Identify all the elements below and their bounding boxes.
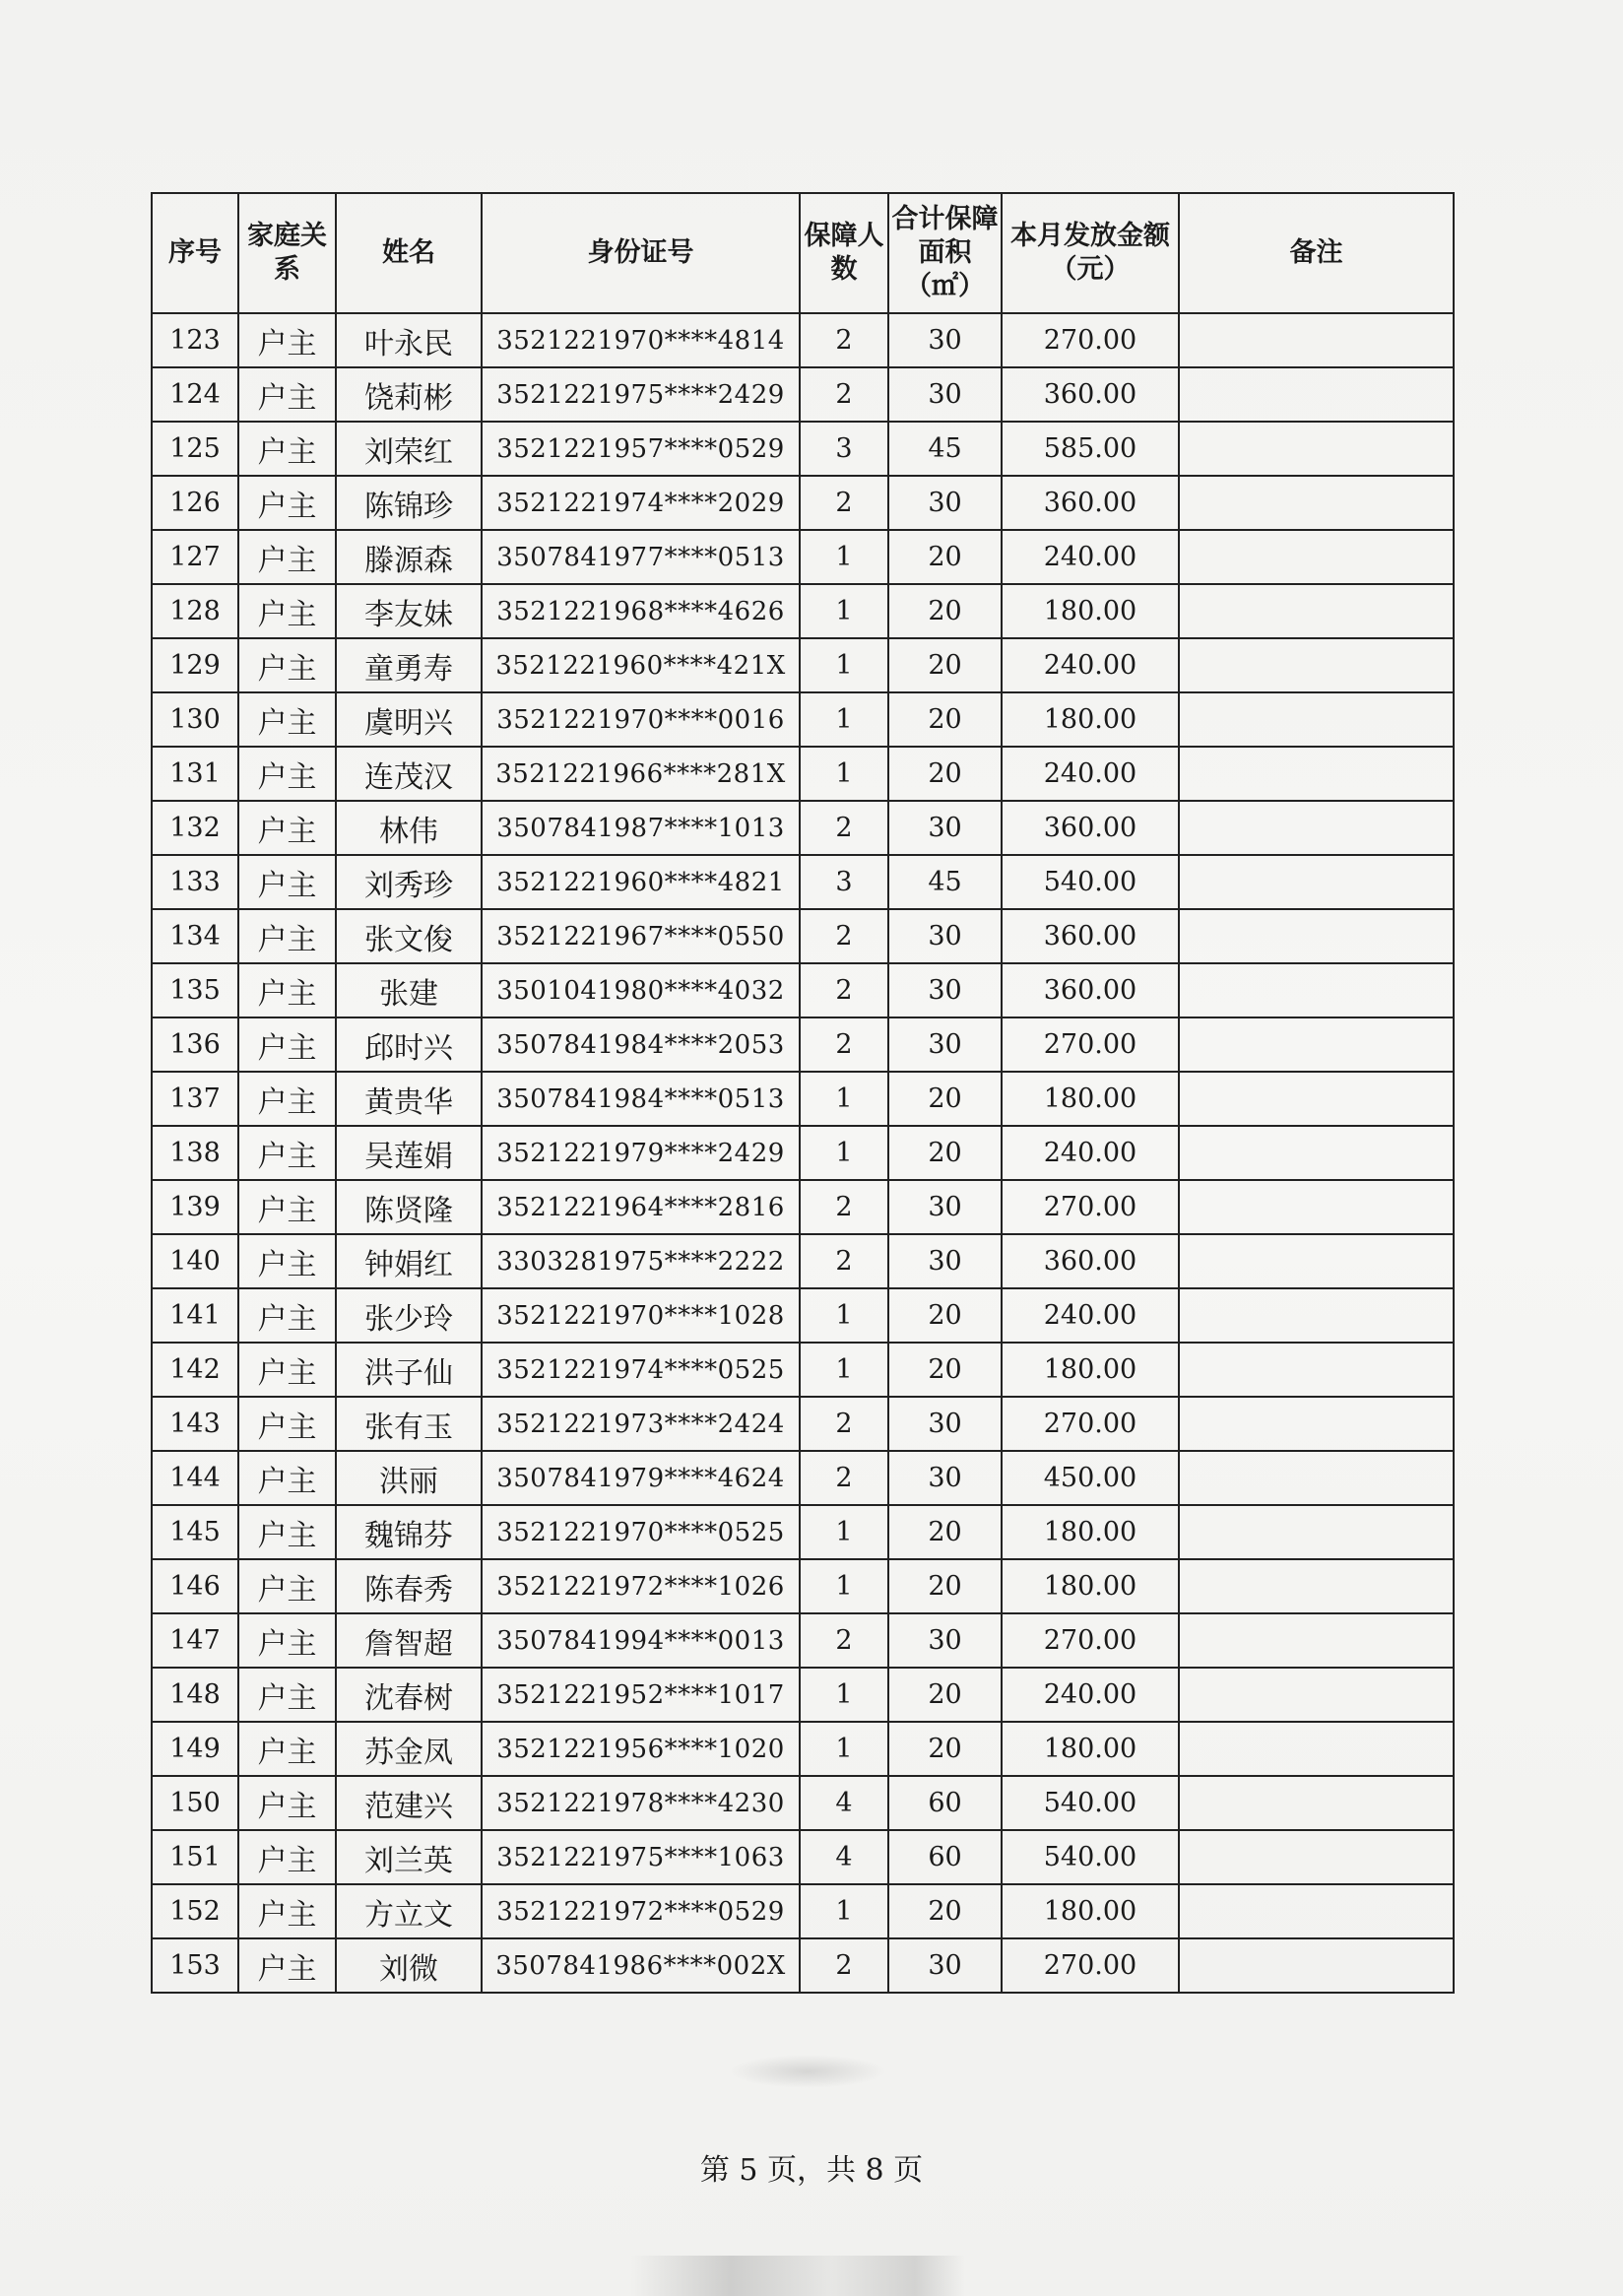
cell-persons: 2 bbox=[800, 909, 888, 963]
cell-seq: 153 bbox=[152, 1938, 238, 1993]
cell-remarks bbox=[1179, 584, 1454, 638]
cell-area: 20 bbox=[888, 584, 1002, 638]
cell-amount: 540.00 bbox=[1002, 1830, 1179, 1884]
cell-name: 滕源森 bbox=[336, 530, 482, 584]
cell-remarks bbox=[1179, 1722, 1454, 1776]
cell-area: 20 bbox=[888, 1126, 1002, 1180]
cell-id-number: 3521221972****0529 bbox=[482, 1884, 800, 1938]
cell-persons: 1 bbox=[800, 692, 888, 747]
cell-amount: 240.00 bbox=[1002, 638, 1179, 692]
cell-id-number: 3521221964****2816 bbox=[482, 1180, 800, 1234]
cell-seq: 141 bbox=[152, 1288, 238, 1343]
cell-amount: 180.00 bbox=[1002, 1722, 1179, 1776]
cell-area: 20 bbox=[888, 1884, 1002, 1938]
cell-persons: 2 bbox=[800, 476, 888, 530]
cell-relation: 户主 bbox=[238, 313, 336, 367]
cell-relation: 户主 bbox=[238, 584, 336, 638]
cell-persons: 2 bbox=[800, 1938, 888, 1993]
cell-remarks bbox=[1179, 638, 1454, 692]
cell-area: 20 bbox=[888, 1505, 1002, 1559]
cell-amount: 180.00 bbox=[1002, 1343, 1179, 1397]
cell-amount: 360.00 bbox=[1002, 909, 1179, 963]
cell-persons: 3 bbox=[800, 855, 888, 909]
cell-amount: 360.00 bbox=[1002, 801, 1179, 855]
cell-name: 邱时兴 bbox=[336, 1017, 482, 1072]
cell-persons: 1 bbox=[800, 1072, 888, 1126]
cell-amount: 180.00 bbox=[1002, 584, 1179, 638]
cell-seq: 148 bbox=[152, 1668, 238, 1722]
page-number: 第 5 页，共 8 页 bbox=[699, 2153, 924, 2188]
cell-persons: 1 bbox=[800, 584, 888, 638]
cell-amount: 360.00 bbox=[1002, 963, 1179, 1017]
cell-relation: 户主 bbox=[238, 1397, 336, 1451]
table-row bbox=[152, 530, 1454, 584]
cell-area: 60 bbox=[888, 1830, 1002, 1884]
table-row bbox=[152, 1722, 1454, 1776]
cell-id-number: 3521221960****421X bbox=[482, 638, 800, 692]
cell-amount: 360.00 bbox=[1002, 367, 1179, 422]
cell-name: 连茂汉 bbox=[336, 747, 482, 801]
cell-amount: 240.00 bbox=[1002, 1288, 1179, 1343]
cell-seq: 132 bbox=[152, 801, 238, 855]
cell-persons: 2 bbox=[800, 1180, 888, 1234]
table-row bbox=[152, 422, 1454, 476]
cell-area: 30 bbox=[888, 801, 1002, 855]
cell-area: 20 bbox=[888, 692, 1002, 747]
cell-remarks bbox=[1179, 1613, 1454, 1668]
cell-remarks bbox=[1179, 855, 1454, 909]
cell-persons: 1 bbox=[800, 1884, 888, 1938]
table-row bbox=[152, 638, 1454, 692]
cell-seq: 137 bbox=[152, 1072, 238, 1126]
cell-relation: 户主 bbox=[238, 855, 336, 909]
table-row bbox=[152, 367, 1454, 422]
cell-relation: 户主 bbox=[238, 1072, 336, 1126]
cell-name: 詹智超 bbox=[336, 1613, 482, 1668]
cell-name: 沈春树 bbox=[336, 1668, 482, 1722]
cell-relation: 户主 bbox=[238, 1613, 336, 1668]
table-row bbox=[152, 747, 1454, 801]
table-row bbox=[152, 1180, 1454, 1234]
cell-relation: 户主 bbox=[238, 1180, 336, 1234]
cell-amount: 240.00 bbox=[1002, 530, 1179, 584]
cell-remarks bbox=[1179, 1234, 1454, 1288]
cell-area: 45 bbox=[888, 422, 1002, 476]
cell-amount: 360.00 bbox=[1002, 476, 1179, 530]
cell-name: 陈贤隆 bbox=[336, 1180, 482, 1234]
cell-amount: 360.00 bbox=[1002, 1234, 1179, 1288]
cell-relation: 户主 bbox=[238, 1776, 336, 1830]
table-row bbox=[152, 1505, 1454, 1559]
cell-remarks bbox=[1179, 1776, 1454, 1830]
cell-area: 30 bbox=[888, 476, 1002, 530]
cell-relation: 户主 bbox=[238, 909, 336, 963]
cell-area: 30 bbox=[888, 1451, 1002, 1505]
cell-seq: 150 bbox=[152, 1776, 238, 1830]
cell-name: 张少玲 bbox=[336, 1288, 482, 1343]
table-row bbox=[152, 1830, 1454, 1884]
table-row bbox=[152, 909, 1454, 963]
cell-id-number: 3507841977****0513 bbox=[482, 530, 800, 584]
cell-seq: 151 bbox=[152, 1830, 238, 1884]
cell-name: 叶永民 bbox=[336, 313, 482, 367]
cell-remarks bbox=[1179, 1072, 1454, 1126]
cell-seq: 144 bbox=[152, 1451, 238, 1505]
cell-area: 20 bbox=[888, 1288, 1002, 1343]
cell-relation: 户主 bbox=[238, 1017, 336, 1072]
table-row bbox=[152, 584, 1454, 638]
cell-remarks bbox=[1179, 422, 1454, 476]
cell-persons: 1 bbox=[800, 1288, 888, 1343]
cell-area: 30 bbox=[888, 909, 1002, 963]
cell-id-number: 3521221975****1063 bbox=[482, 1830, 800, 1884]
cell-amount: 270.00 bbox=[1002, 1180, 1179, 1234]
cell-relation: 户主 bbox=[238, 638, 336, 692]
table-row bbox=[152, 1288, 1454, 1343]
cell-amount: 180.00 bbox=[1002, 692, 1179, 747]
scan-edge-marks bbox=[630, 2256, 965, 2296]
cell-name: 童勇寿 bbox=[336, 638, 482, 692]
header-name: 姓名 bbox=[336, 193, 482, 313]
cell-area: 30 bbox=[888, 1938, 1002, 1993]
cell-seq: 142 bbox=[152, 1343, 238, 1397]
cell-amount: 270.00 bbox=[1002, 1938, 1179, 1993]
cell-persons: 1 bbox=[800, 1126, 888, 1180]
cell-seq: 126 bbox=[152, 476, 238, 530]
cell-name: 洪丽 bbox=[336, 1451, 482, 1505]
table-row bbox=[152, 1126, 1454, 1180]
cell-persons: 2 bbox=[800, 963, 888, 1017]
cell-relation: 户主 bbox=[238, 963, 336, 1017]
cell-name: 李友妹 bbox=[336, 584, 482, 638]
cell-id-number: 3521221973****2424 bbox=[482, 1397, 800, 1451]
table-row bbox=[152, 1559, 1454, 1613]
cell-persons: 4 bbox=[800, 1776, 888, 1830]
cell-id-number: 3521221957****0529 bbox=[482, 422, 800, 476]
header-id-number: 身份证号 bbox=[482, 193, 800, 313]
cell-relation: 户主 bbox=[238, 747, 336, 801]
cell-area: 30 bbox=[888, 367, 1002, 422]
cell-area: 20 bbox=[888, 1722, 1002, 1776]
table-row bbox=[152, 1668, 1454, 1722]
cell-persons: 3 bbox=[800, 422, 888, 476]
cell-persons: 2 bbox=[800, 1017, 888, 1072]
cell-remarks bbox=[1179, 1938, 1454, 1993]
cell-persons: 2 bbox=[800, 1613, 888, 1668]
table-row bbox=[152, 1072, 1454, 1126]
cell-name: 林伟 bbox=[336, 801, 482, 855]
cell-name: 方立文 bbox=[336, 1884, 482, 1938]
cell-name: 陈锦珍 bbox=[336, 476, 482, 530]
cell-id-number: 3507841984****0513 bbox=[482, 1072, 800, 1126]
cell-amount: 180.00 bbox=[1002, 1884, 1179, 1938]
cell-seq: 147 bbox=[152, 1613, 238, 1668]
cell-relation: 户主 bbox=[238, 1830, 336, 1884]
cell-remarks bbox=[1179, 476, 1454, 530]
cell-amount: 270.00 bbox=[1002, 1017, 1179, 1072]
cell-seq: 133 bbox=[152, 855, 238, 909]
cell-area: 30 bbox=[888, 1017, 1002, 1072]
table-row bbox=[152, 855, 1454, 909]
table-row bbox=[152, 476, 1454, 530]
cell-persons: 1 bbox=[800, 1505, 888, 1559]
cell-relation: 户主 bbox=[238, 530, 336, 584]
table-row bbox=[152, 1613, 1454, 1668]
cell-area: 30 bbox=[888, 963, 1002, 1017]
cell-name: 张文俊 bbox=[336, 909, 482, 963]
cell-name: 吴莲娟 bbox=[336, 1126, 482, 1180]
cell-area: 20 bbox=[888, 1343, 1002, 1397]
table-row bbox=[152, 801, 1454, 855]
table-body bbox=[152, 313, 1454, 1993]
table-row bbox=[152, 1884, 1454, 1938]
cell-name: 刘荣红 bbox=[336, 422, 482, 476]
cell-id-number: 3521221970****0016 bbox=[482, 692, 800, 747]
cell-seq: 146 bbox=[152, 1559, 238, 1613]
cell-area: 30 bbox=[888, 1613, 1002, 1668]
cell-remarks bbox=[1179, 963, 1454, 1017]
cell-persons: 2 bbox=[800, 1451, 888, 1505]
cell-name: 魏锦芬 bbox=[336, 1505, 482, 1559]
cell-seq: 135 bbox=[152, 963, 238, 1017]
cell-remarks bbox=[1179, 1505, 1454, 1559]
cell-seq: 131 bbox=[152, 747, 238, 801]
cell-persons: 2 bbox=[800, 367, 888, 422]
cell-seq: 152 bbox=[152, 1884, 238, 1938]
cell-id-number: 3501041980****4032 bbox=[482, 963, 800, 1017]
cell-id-number: 3507841987****1013 bbox=[482, 801, 800, 855]
cell-name: 张建 bbox=[336, 963, 482, 1017]
cell-id-number: 3521221966****281X bbox=[482, 747, 800, 801]
subsidy-roster-table bbox=[151, 192, 1455, 1994]
cell-id-number: 3521221974****0525 bbox=[482, 1343, 800, 1397]
cell-relation: 户主 bbox=[238, 1505, 336, 1559]
cell-id-number: 3507841984****2053 bbox=[482, 1017, 800, 1072]
table-row bbox=[152, 1234, 1454, 1288]
cell-id-number: 3507841994****0013 bbox=[482, 1613, 800, 1668]
cell-area: 30 bbox=[888, 1180, 1002, 1234]
cell-area: 60 bbox=[888, 1776, 1002, 1830]
table-row bbox=[152, 1938, 1454, 1993]
cell-name: 饶莉彬 bbox=[336, 367, 482, 422]
cell-persons: 2 bbox=[800, 1234, 888, 1288]
cell-remarks bbox=[1179, 1288, 1454, 1343]
cell-relation: 户主 bbox=[238, 476, 336, 530]
cell-area: 30 bbox=[888, 1397, 1002, 1451]
cell-id-number: 3521221960****4821 bbox=[482, 855, 800, 909]
cell-area: 20 bbox=[888, 747, 1002, 801]
cell-amount: 180.00 bbox=[1002, 1505, 1179, 1559]
cell-relation: 户主 bbox=[238, 1451, 336, 1505]
cell-amount: 270.00 bbox=[1002, 1397, 1179, 1451]
cell-name: 黄贵华 bbox=[336, 1072, 482, 1126]
cell-persons: 1 bbox=[800, 747, 888, 801]
cell-relation: 户主 bbox=[238, 1126, 336, 1180]
cell-id-number: 3521221970****1028 bbox=[482, 1288, 800, 1343]
cell-remarks bbox=[1179, 747, 1454, 801]
cell-name: 虞明兴 bbox=[336, 692, 482, 747]
cell-relation: 户主 bbox=[238, 1884, 336, 1938]
cell-seq: 143 bbox=[152, 1397, 238, 1451]
cell-remarks bbox=[1179, 692, 1454, 747]
cell-amount: 585.00 bbox=[1002, 422, 1179, 476]
cell-id-number: 3521221974****2029 bbox=[482, 476, 800, 530]
cell-remarks bbox=[1179, 530, 1454, 584]
cell-id-number: 3521221972****1026 bbox=[482, 1559, 800, 1613]
cell-persons: 4 bbox=[800, 1830, 888, 1884]
cell-remarks bbox=[1179, 1126, 1454, 1180]
cell-id-number: 3521221967****0550 bbox=[482, 909, 800, 963]
cell-remarks bbox=[1179, 909, 1454, 963]
cell-persons: 1 bbox=[800, 1668, 888, 1722]
header-persons: 保障人数 bbox=[800, 193, 888, 313]
cell-name: 陈春秀 bbox=[336, 1559, 482, 1613]
cell-relation: 户主 bbox=[238, 367, 336, 422]
header-relation: 家庭关系 bbox=[238, 193, 336, 313]
cell-seq: 145 bbox=[152, 1505, 238, 1559]
cell-seq: 130 bbox=[152, 692, 238, 747]
table-row bbox=[152, 1343, 1454, 1397]
table-row bbox=[152, 313, 1454, 367]
cell-relation: 户主 bbox=[238, 1938, 336, 1993]
cell-remarks bbox=[1179, 1017, 1454, 1072]
cell-persons: 1 bbox=[800, 638, 888, 692]
cell-id-number: 3507841979****4624 bbox=[482, 1451, 800, 1505]
cell-remarks bbox=[1179, 1451, 1454, 1505]
cell-relation: 户主 bbox=[238, 1288, 336, 1343]
scan-smudge bbox=[729, 2055, 886, 2088]
cell-area: 20 bbox=[888, 1668, 1002, 1722]
table-row bbox=[152, 1397, 1454, 1451]
cell-name: 洪子仙 bbox=[336, 1343, 482, 1397]
cell-seq: 136 bbox=[152, 1017, 238, 1072]
cell-relation: 户主 bbox=[238, 1722, 336, 1776]
cell-persons: 2 bbox=[800, 313, 888, 367]
cell-id-number: 3521221970****0525 bbox=[482, 1505, 800, 1559]
cell-name: 苏金凤 bbox=[336, 1722, 482, 1776]
cell-relation: 户主 bbox=[238, 1668, 336, 1722]
cell-id-number: 3507841986****002X bbox=[482, 1938, 800, 1993]
table-row bbox=[152, 1017, 1454, 1072]
cell-persons: 2 bbox=[800, 1397, 888, 1451]
cell-seq: 124 bbox=[152, 367, 238, 422]
cell-relation: 户主 bbox=[238, 692, 336, 747]
cell-seq: 128 bbox=[152, 584, 238, 638]
cell-persons: 1 bbox=[800, 530, 888, 584]
cell-id-number: 3521221975****2429 bbox=[482, 367, 800, 422]
cell-name: 钟娟红 bbox=[336, 1234, 482, 1288]
cell-name: 张有玉 bbox=[336, 1397, 482, 1451]
cell-relation: 户主 bbox=[238, 801, 336, 855]
cell-persons: 2 bbox=[800, 801, 888, 855]
cell-remarks bbox=[1179, 1559, 1454, 1613]
cell-seq: 123 bbox=[152, 313, 238, 367]
cell-name: 刘兰英 bbox=[336, 1830, 482, 1884]
cell-amount: 270.00 bbox=[1002, 313, 1179, 367]
table-row bbox=[152, 692, 1454, 747]
cell-id-number: 3521221968****4626 bbox=[482, 584, 800, 638]
cell-seq: 140 bbox=[152, 1234, 238, 1288]
cell-remarks bbox=[1179, 1397, 1454, 1451]
cell-area: 20 bbox=[888, 1559, 1002, 1613]
cell-amount: 540.00 bbox=[1002, 1776, 1179, 1830]
cell-area: 30 bbox=[888, 313, 1002, 367]
cell-seq: 149 bbox=[152, 1722, 238, 1776]
table-row bbox=[152, 1451, 1454, 1505]
cell-area: 20 bbox=[888, 638, 1002, 692]
header-area: 合计保障面积（㎡） bbox=[888, 193, 1002, 313]
cell-id-number: 3521221952****1017 bbox=[482, 1668, 800, 1722]
header-amount: 本月发放金额（元） bbox=[1002, 193, 1179, 313]
cell-remarks bbox=[1179, 367, 1454, 422]
table-row bbox=[152, 963, 1454, 1017]
cell-amount: 240.00 bbox=[1002, 1668, 1179, 1722]
cell-id-number: 3521221978****4230 bbox=[482, 1776, 800, 1830]
cell-amount: 240.00 bbox=[1002, 747, 1179, 801]
cell-remarks bbox=[1179, 1884, 1454, 1938]
cell-seq: 134 bbox=[152, 909, 238, 963]
cell-area: 45 bbox=[888, 855, 1002, 909]
cell-amount: 180.00 bbox=[1002, 1072, 1179, 1126]
cell-id-number: 3303281975****2222 bbox=[482, 1234, 800, 1288]
header-seq: 序号 bbox=[152, 193, 238, 313]
cell-remarks bbox=[1179, 1343, 1454, 1397]
cell-relation: 户主 bbox=[238, 1559, 336, 1613]
cell-area: 20 bbox=[888, 1072, 1002, 1126]
cell-id-number: 3521221970****4814 bbox=[482, 313, 800, 367]
cell-area: 20 bbox=[888, 530, 1002, 584]
cell-name: 范建兴 bbox=[336, 1776, 482, 1830]
cell-remarks bbox=[1179, 313, 1454, 367]
cell-seq: 139 bbox=[152, 1180, 238, 1234]
cell-seq: 138 bbox=[152, 1126, 238, 1180]
cell-seq: 125 bbox=[152, 422, 238, 476]
header-remarks: 备注 bbox=[1179, 193, 1454, 313]
table-row bbox=[152, 1776, 1454, 1830]
cell-name: 刘微 bbox=[336, 1938, 482, 1993]
cell-relation: 户主 bbox=[238, 422, 336, 476]
header-row bbox=[152, 193, 1454, 313]
cell-seq: 127 bbox=[152, 530, 238, 584]
cell-amount: 540.00 bbox=[1002, 855, 1179, 909]
cell-remarks bbox=[1179, 1668, 1454, 1722]
cell-amount: 240.00 bbox=[1002, 1126, 1179, 1180]
cell-amount: 180.00 bbox=[1002, 1559, 1179, 1613]
cell-persons: 1 bbox=[800, 1722, 888, 1776]
cell-area: 30 bbox=[888, 1234, 1002, 1288]
cell-remarks bbox=[1179, 1830, 1454, 1884]
cell-id-number: 3521221956****1020 bbox=[482, 1722, 800, 1776]
cell-persons: 1 bbox=[800, 1343, 888, 1397]
cell-relation: 户主 bbox=[238, 1234, 336, 1288]
cell-remarks bbox=[1179, 1180, 1454, 1234]
cell-amount: 450.00 bbox=[1002, 1451, 1179, 1505]
cell-persons: 1 bbox=[800, 1559, 888, 1613]
cell-seq: 129 bbox=[152, 638, 238, 692]
cell-name: 刘秀珍 bbox=[336, 855, 482, 909]
cell-remarks bbox=[1179, 801, 1454, 855]
cell-amount: 270.00 bbox=[1002, 1613, 1179, 1668]
cell-id-number: 3521221979****2429 bbox=[482, 1126, 800, 1180]
cell-relation: 户主 bbox=[238, 1343, 336, 1397]
